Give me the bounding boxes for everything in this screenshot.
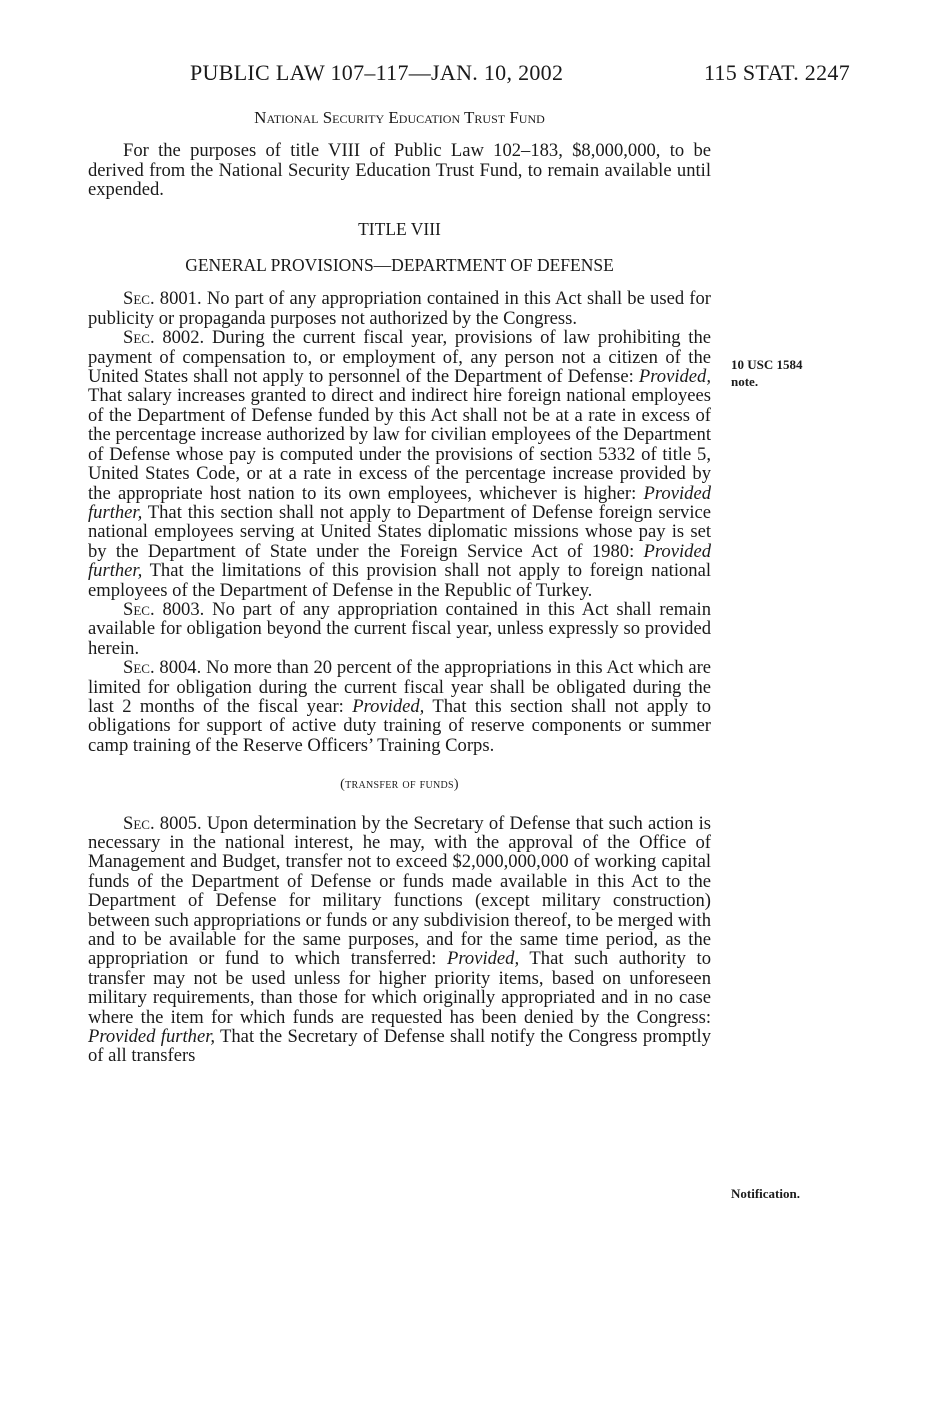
section-label: Sec. 8002. <box>123 327 205 349</box>
running-head <box>190 60 850 90</box>
margin-note-notification: Notification. <box>731 1186 800 1201</box>
section-text: No more than 20 percent of the appropriations in this Act which are limited for obligation during the current fiscal year shall be obligated during the last 2 months of the fiscal year: <box>88 657 712 717</box>
transfer-of-funds-heading: (transfer of funds) <box>340 777 459 793</box>
section-8002 <box>88 328 711 600</box>
usc-citation: 10 USC 1584 <box>731 357 803 372</box>
section-8001 <box>88 289 711 328</box>
statute-page-number: 115 STAT. 2247 <box>703 60 850 85</box>
section-8005 <box>88 814 711 1066</box>
margin-note-usc <box>731 356 831 390</box>
proviso: Provided further, <box>88 482 711 523</box>
trust-fund-heading: National Security Education Trust Fund <box>254 108 545 127</box>
section-text: That the Secretary of Defense shall notify the Congress promptly of all transfers <box>88 1026 711 1067</box>
page-body <box>88 108 711 1066</box>
section-text: During the current fiscal year, provisions of law prohibiting the payment of compensation to, or employment of, any person not a citizen of the United States shall not apply to personnel of the Department of Defense: <box>88 327 711 388</box>
proviso: Provided further, <box>88 540 711 582</box>
section-text: No part of any appropriation contained in this Act shall remain available for obligation beyond the current fiscal year, unless expressly so provided herein. <box>88 598 711 659</box>
public-law-citation: PUBLIC LAW 107–117—JAN. 10, 2002 <box>190 60 564 85</box>
section-label: Sec. 8004. <box>123 657 202 679</box>
section-text: That this section shall not apply to obligations for support of active duty training of reserve components or summer camp training of the Reserve Officers’ Training Corps. <box>88 695 711 756</box>
title-number: TITLE VIII <box>358 218 441 239</box>
section-label: Sec. 8001. <box>123 288 202 310</box>
proviso: Provided, <box>352 695 425 717</box>
section-text: No part of any appropriation contained in this Act shall be used for publicity or propaganda purposes not authorized by the Congress. <box>88 288 711 329</box>
section-8004 <box>88 658 711 755</box>
proviso: Provided, <box>447 948 520 970</box>
section-label: Sec. 8005. <box>123 812 202 834</box>
section-text: That the limitations of this provision shall not apply to foreign national employees of the Department of Defense in the Republic of Turkey. <box>88 560 712 601</box>
usc-note-label: note. <box>731 374 759 389</box>
section-label: Sec. 8003. <box>123 598 205 620</box>
proviso: Provided, <box>638 366 711 388</box>
section-text: That such authority to transfer may not be used unless for higher priority items, based on unforeseen military requirements, than those for which originally appropriated and in no case where the item for which funds are requested has been denied by the Congress: <box>88 948 712 1028</box>
section-text: That salary increases granted to direct and indirect hire foreign national employees of the Department of Defense funded by this Act shall not be at a rate in excess of the percentage increase authorized by law for civilian employees of the Department of Defense whose pay is computed under the provisions of section 5332 of title 5, United States Code, or at a rate in excess of the percentage increase provided by the appropriate host nation to its own employees, whichever is higher: <box>88 385 711 504</box>
proviso: Provided further, <box>88 1026 216 1048</box>
trust-fund-paragraph: For the purposes of title VIII of Public Law 102–183, $8,000,000, to be derived from the National Security Education Trust Fund, to remain available until expended. <box>88 140 711 201</box>
section-text: That this section shall not apply to Department of Defense foreign service national employees serving at United States diplomatic missions whose pay is set by the Department of State under the Foreign Service Act of 1980: <box>88 501 711 562</box>
section-8003 <box>88 600 711 658</box>
title-name: GENERAL PROVISIONS—DEPARTMENT OF DEFENSE <box>185 255 614 276</box>
section-text: Upon determination by the Secretary of Defense that such action is necessary in the national interest, he may, with the approval of the Office of Management and Budget, transfer not to exceed $2,000,000,000 of working capital funds of the Department of Defense or funds made available in this Act to the Department of Defense for military functions (except military construction) between such appropriations or funds or any subdivision thereof, to be merged with and to be available for the same purposes, and for the same time period, as the appropriation or fund to which transferred: <box>88 812 711 970</box>
